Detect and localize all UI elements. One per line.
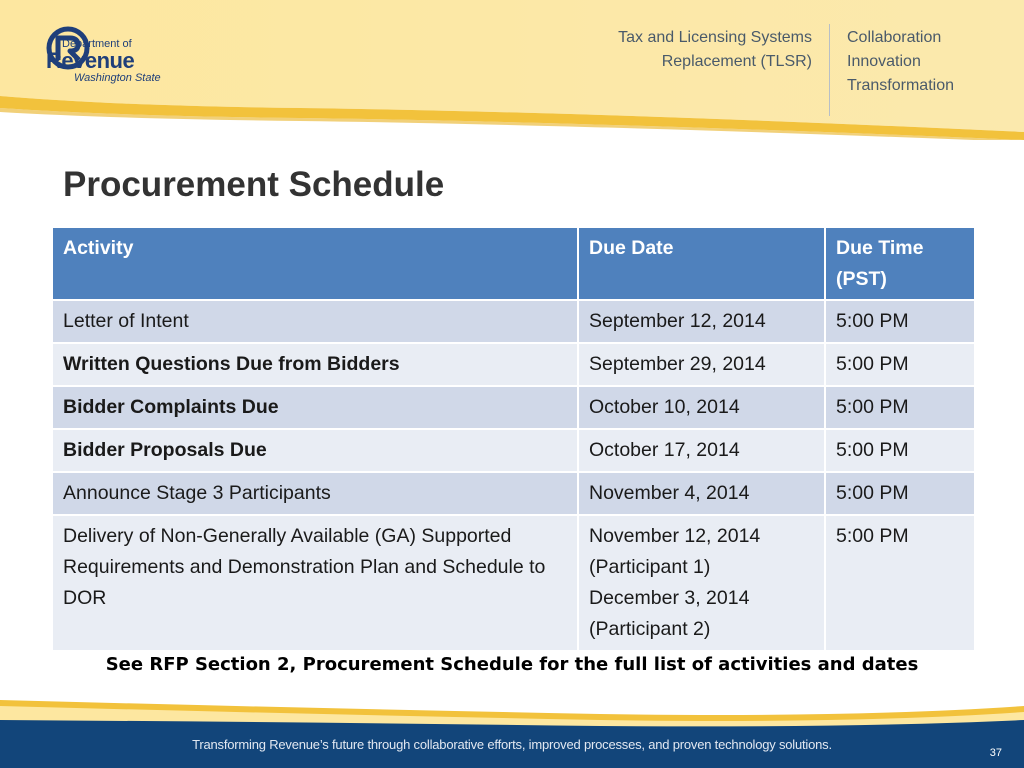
table-header-row	[52, 227, 975, 300]
footer-banner	[0, 680, 1024, 768]
due-time-cell: 5:00 PM	[825, 300, 975, 343]
logo-state: Washington State	[74, 72, 161, 84]
activity-cell: Bidder Complaints Due	[52, 386, 578, 429]
due-time-cell: 5:00 PM	[825, 429, 975, 472]
project-name	[552, 26, 812, 74]
table-row	[52, 343, 975, 386]
column-header-activity: Activity	[52, 227, 578, 300]
rfp-reference-note: See RFP Section 2, Procurement Schedule for the full list of activities and dates	[105, 654, 919, 675]
page-number: 37	[989, 747, 1002, 759]
footer-slogan: Transforming Revenue’s future through collaborative efforts, improved processes, and proven technology solutions.	[192, 737, 832, 752]
table-row	[52, 472, 975, 515]
slide-title: Procurement Schedule	[63, 165, 445, 204]
logo-department: Department of	[62, 38, 132, 50]
table-row	[52, 300, 975, 343]
table-row	[52, 515, 975, 651]
tagline-item: Innovation	[847, 53, 921, 70]
due-time-cell: 5:00 PM	[825, 472, 975, 515]
due-date-cell: September 29, 2014	[578, 343, 825, 386]
header-divider	[829, 24, 830, 116]
dor-logo	[46, 26, 196, 86]
logo-name: Revenue	[46, 48, 135, 73]
column-header-due-time: Due Time (PST)	[825, 227, 975, 300]
due-date-cell: October 10, 2014	[578, 386, 825, 429]
table-row	[52, 386, 975, 429]
due-time-cell: 5:00 PM	[825, 515, 975, 651]
project-name-line2: Replacement (TLSR)	[661, 53, 812, 70]
activity-cell: Letter of Intent	[52, 300, 578, 343]
activity-cell: Announce Stage 3 Participants	[52, 472, 578, 515]
due-date-cell: November 4, 2014	[578, 472, 825, 515]
column-header-due-date: Due Date	[578, 227, 825, 300]
activity-cell: Bidder Proposals Due	[52, 429, 578, 472]
table-row	[52, 429, 975, 472]
tagline	[847, 26, 1017, 98]
revenue-logo-mark-icon	[46, 26, 90, 70]
due-date-cell: October 17, 2014	[578, 429, 825, 472]
due-time-cell: 5:00 PM	[825, 343, 975, 386]
activity-cell: Written Questions Due from Bidders	[52, 343, 578, 386]
project-name-line1: Tax and Licensing Systems	[618, 29, 812, 46]
slide-header	[0, 0, 1024, 140]
tagline-item: Transformation	[847, 77, 954, 94]
slide-footer	[0, 680, 1024, 768]
procurement-schedule-table	[51, 226, 976, 652]
tagline-item: Collaboration	[847, 29, 942, 46]
due-date-cell: September 12, 2014	[578, 300, 825, 343]
due-time-cell: 5:00 PM	[825, 386, 975, 429]
due-date-cell: November 12, 2014 (Participant 1) December 3, 2014 (Participant 2)	[578, 515, 825, 651]
activity-cell: Delivery of Non-Generally Available (GA) Supported Requirements and Demonstration Plan and Schedule to DOR	[52, 515, 578, 651]
